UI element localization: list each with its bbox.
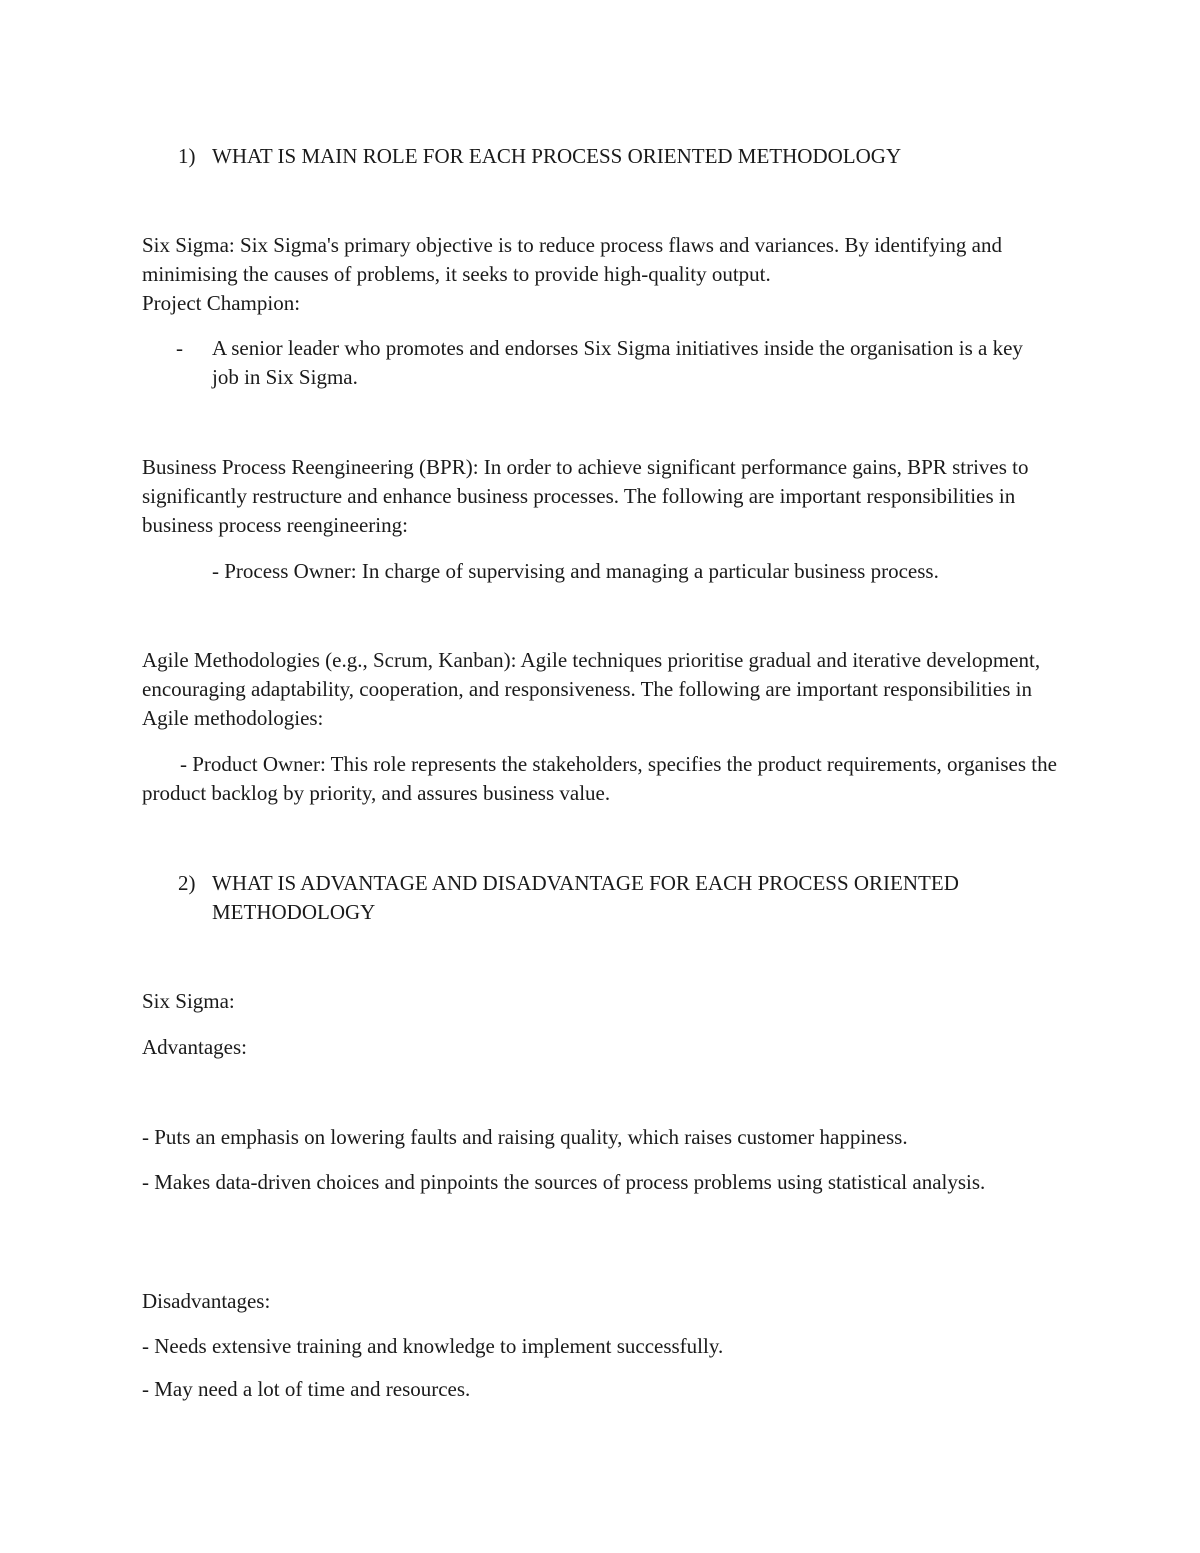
question-1-heading bbox=[178, 142, 1058, 171]
six-sigma-intro: Six Sigma: Six Sigma's primary objective is to reduce process flaws and variances. By identifying and minimising the causes of problems, it seeks to provide high-quality output. bbox=[142, 233, 1008, 286]
bpr-intro: Business Process Reengineering (BPR): In order to achieve significant performance gains, BPR strives to significantly restructure and enhance business processes. The following are important responsibilities in business process reengineering: bbox=[142, 455, 1034, 537]
project-champion-text: A senior leader who promotes and endorses Six Sigma initiatives inside the organisation is a key job in Six Sigma. bbox=[212, 336, 1023, 389]
question-2-number: 2) bbox=[178, 871, 196, 895]
project-champion-bullet bbox=[176, 334, 1056, 392]
question-2-title: WHAT IS ADVANTAGE AND DISADVANTAGE FOR EACH PROCESS ORIENTED METHODOLOGY bbox=[212, 871, 959, 924]
advantage-item: - Puts an emphasis on lowering faults and raising quality, which raises customer happiness. bbox=[142, 1125, 908, 1149]
question-1-number: 1) bbox=[178, 144, 196, 168]
agile-intro: Agile Methodologies (e.g., Scrum, Kanban): Agile techniques prioritise gradual and iterative development, encouraging adaptability, cooperation, and responsiveness. The following are important responsibilities in Agile methodologies: bbox=[142, 648, 1046, 730]
disadvantage-item: - May need a lot of time and resources. bbox=[142, 1377, 471, 1401]
bullet-dash: - bbox=[176, 336, 183, 360]
question-1-title: WHAT IS MAIN ROLE FOR EACH PROCESS ORIENTED METHODOLOGY bbox=[212, 144, 902, 168]
question-2-heading bbox=[178, 869, 1058, 927]
six-sigma-heading: Six Sigma: bbox=[142, 989, 235, 1013]
disadvantages-label: Disadvantages: bbox=[142, 1289, 271, 1313]
project-champion-label: Project Champion: bbox=[142, 291, 301, 315]
disadvantage-item: - Needs extensive training and knowledge to implement successfully. bbox=[142, 1334, 724, 1358]
product-owner-bullet: - Product Owner: This role represents the stakeholders, specifies the product requirements, organises the product backlog by priority, and assures business value. bbox=[142, 752, 1063, 805]
advantages-label: Advantages: bbox=[142, 1035, 247, 1059]
process-owner-bullet: - Process Owner: In charge of supervising and managing a particular business process. bbox=[212, 559, 939, 583]
advantage-item: - Makes data-driven choices and pinpoints the sources of process problems using statistical analysis. bbox=[142, 1170, 986, 1194]
